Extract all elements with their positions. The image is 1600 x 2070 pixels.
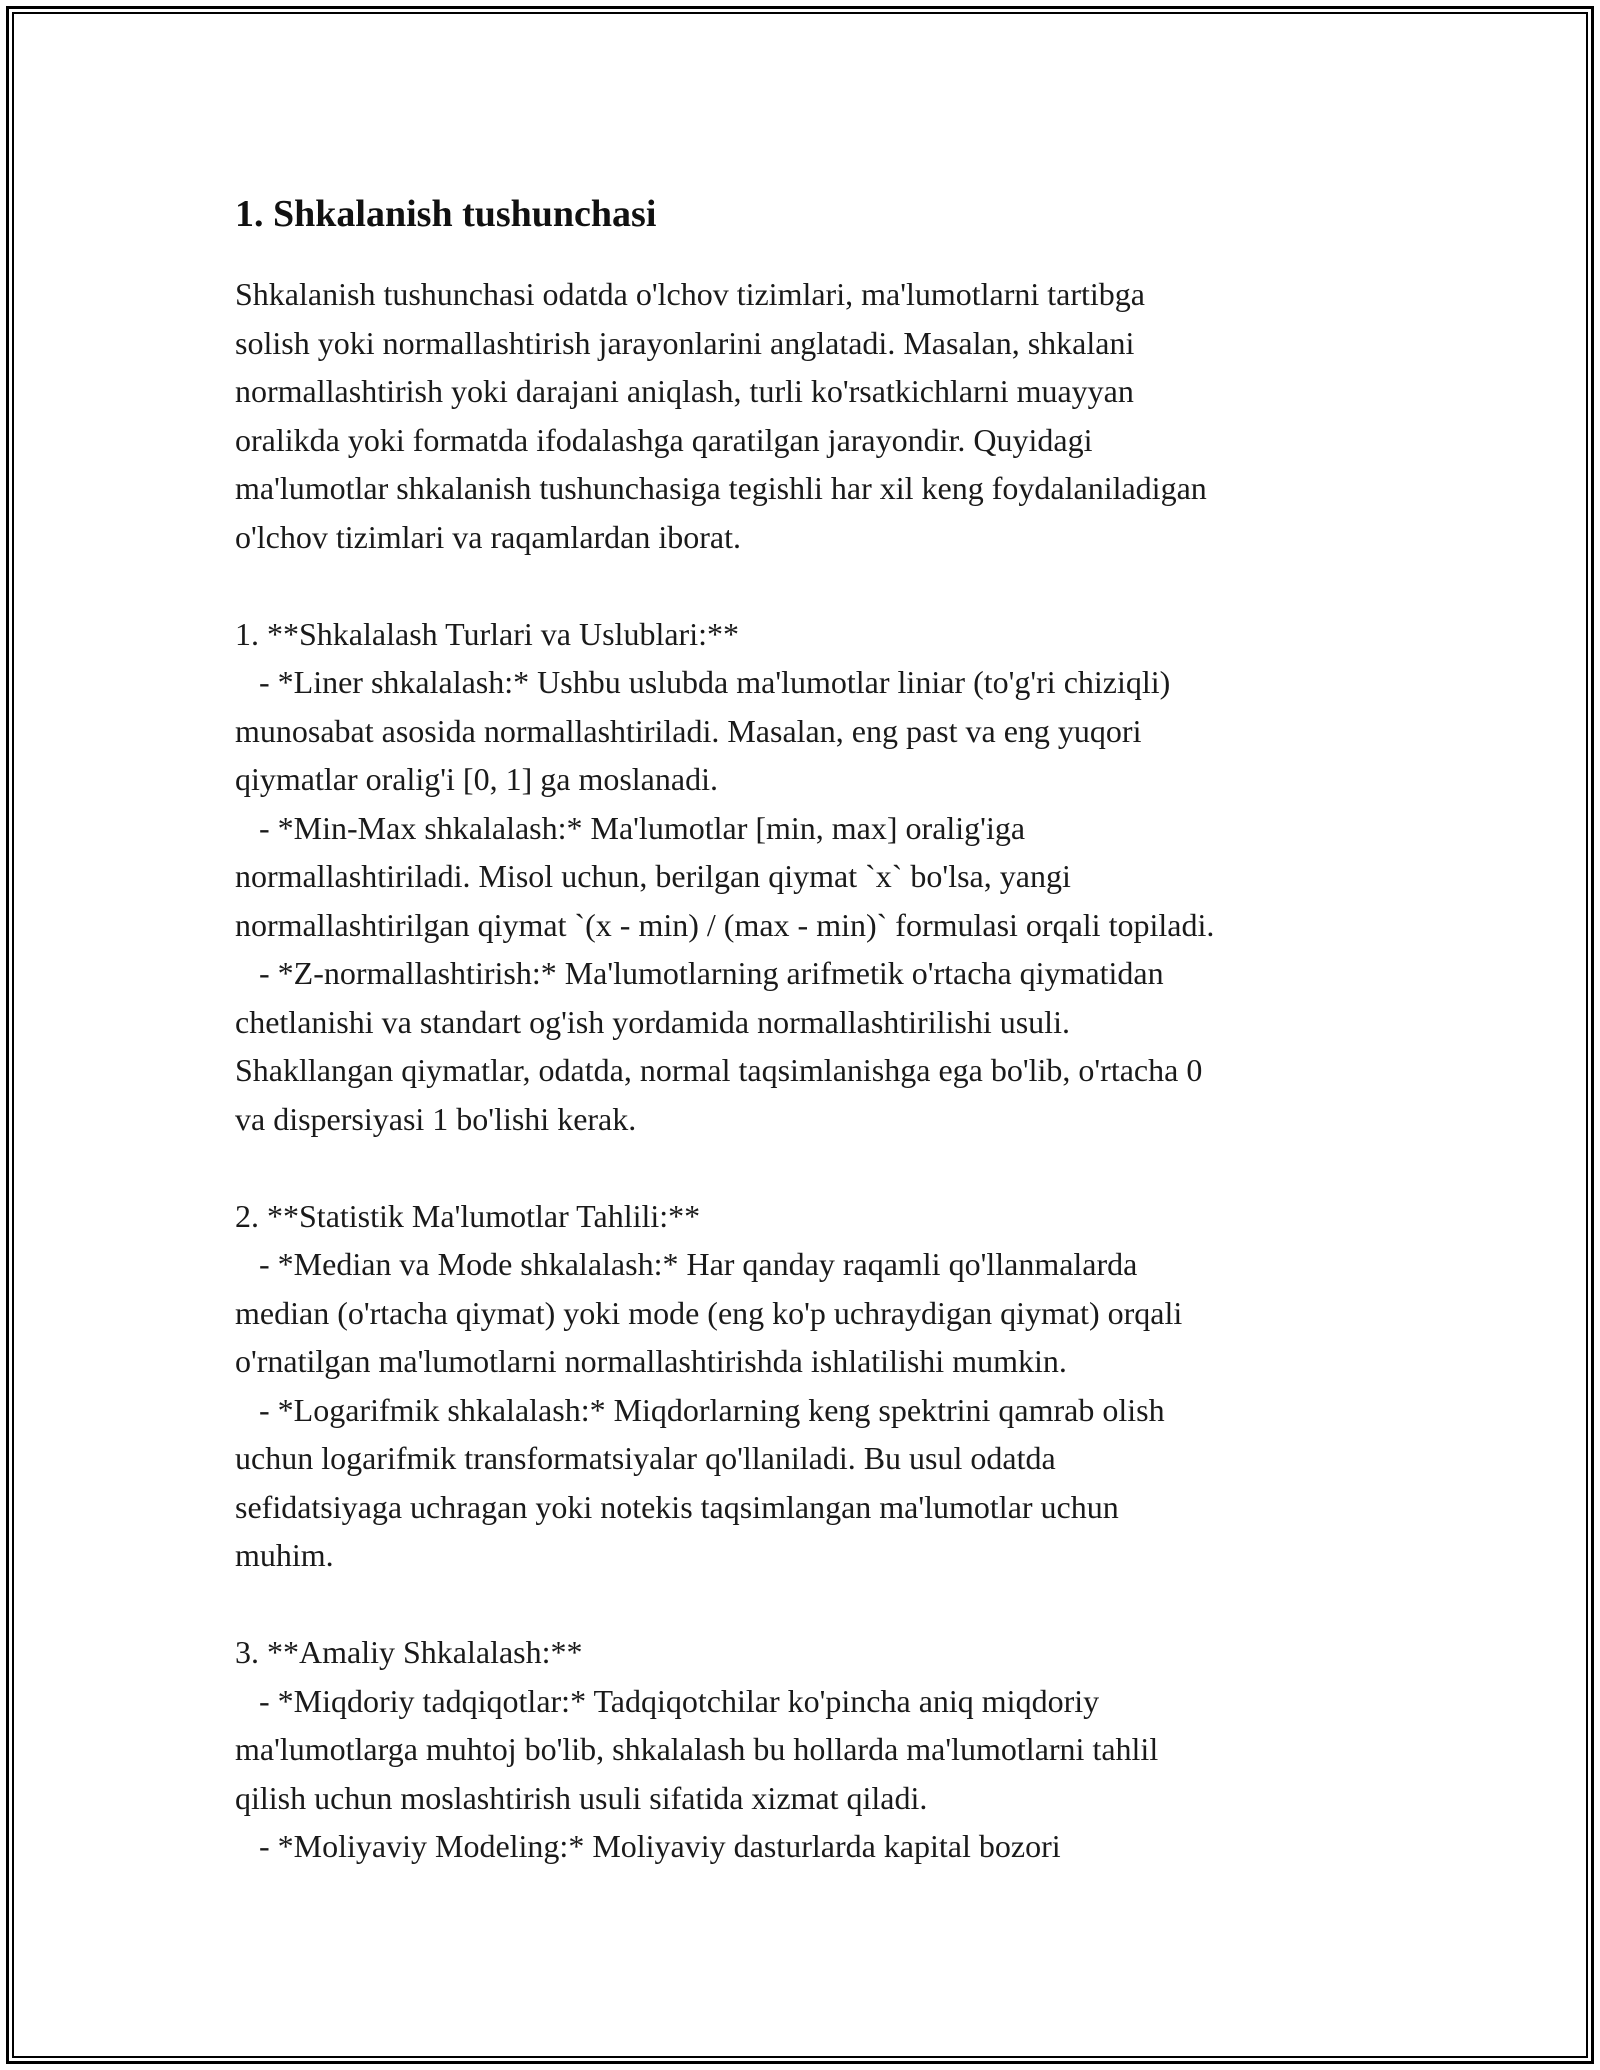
document-body: Shkalanish tushunchasi odatda o'lchov tizimlari, ma'lumotlarni tartibga solish yoki normallashtirish jarayonlarini anglatadi. Masalan, shkalani normallashtirish yoki darajani aniqlash, turli ko'rsatkichlarni muayyan oralikda yoki formatda ifodalashga qaratilgan jarayondir. Quyidagi ma'lumotlar shkalanish tushunchasiga tegishli har xil keng foydalaniladigan o'lchov tizimlari va raqamlardan iborat. 1. **Shkalalash Turlari va Uslublari:** - *Liner shkalalash:* Ushbu uslubda ma'lumotlar liniar (to'g'ri chiziqli) munosabat asosida normallashtiriladi. Masalan, eng past va eng yuqori qiymatlar oralig'i [0, 1] ga moslanadi. - *Min-Max shkalalash:* Ma'lumotlar [min, max] oralig'iga normallashtiriladi. Misol uchun, berilgan qiymat `x` bo'lsa, yangi normallashtirilgan qiymat `(x - min) / (max - min)` formulasi orqali topiladi. - *Z-normallashtirish:* Ma'lumotlarning arifmetik o'rtacha qiymatidan chetlanishi va standart og'ish yordamida normallashtirilishi usuli. Shakllangan qiymatlar, odatda, normal taqsimlanishga ega bo'lib, o'rtacha 0 va dispersiyasi 1 bo'lishi kerak. 2. **Statistik Ma'lumotlar Tahlili:** - *Median va Mode shkalalash:* Har qanday raqamli qo'llanmalarda median (o'rtacha qiymat) yoki mode (eng ko'p uchraydigan qiymat) orqali o'rnatilgan ma'lumotlarni normallashtirishda ishlatilishi mumkin. - *Logarifmik shkalalash:* Miqdorlarning keng spektrini qamrab olish uchun logarifmik transformatsiyalar qo'llaniladi. Bu usul odatda sefidatsiyaga uchragan yoki notekis taqsimlangan ma'lumotlar uchun muhim. 3. **Amaliy Shkalalash:** - *Miqdoriy tadqiqotlar:* Tadqiqotchilar ko'pincha aniq miqdoriy ma'lumotlarga muhtoj bo'lib, shkalalash bu hollarda ma'lumotlarni tahlil qilish uchun moslashtirish usuli sifatida xizmat qiladi. - *Moliyaviy Modeling:* Moliyaviy dasturlarda kapital bozori bbox=[235, 276, 1215, 1864]
document-content bbox=[235, 186, 1365, 1871]
document-heading: 1. Shkalanish tushunchasi bbox=[235, 193, 657, 235]
